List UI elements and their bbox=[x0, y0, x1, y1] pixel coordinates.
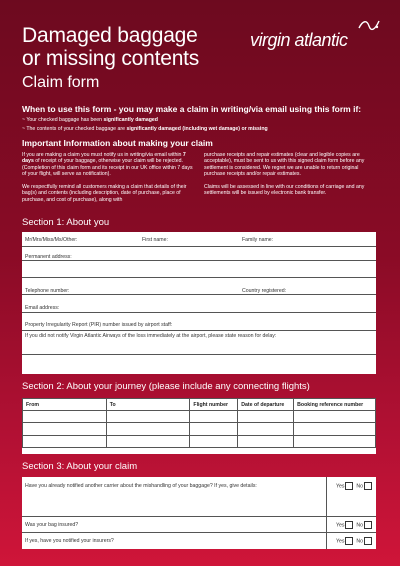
info-p1-bold: 7 days bbox=[22, 152, 186, 165]
section-2-title: Section 2: About your journey (please include any connecting flights) bbox=[22, 381, 310, 392]
yes-checkbox[interactable] bbox=[345, 521, 353, 529]
row-delay bbox=[22, 331, 376, 355]
row-address bbox=[22, 247, 376, 261]
journey-table bbox=[22, 398, 376, 448]
bullet-1-bold: significantly damaged bbox=[103, 117, 158, 123]
permanent-address-label: Permanent address: bbox=[25, 254, 72, 260]
row-other-carrier bbox=[22, 477, 376, 517]
row-insurers-notified bbox=[22, 533, 376, 549]
yes-label: Yes bbox=[336, 522, 345, 529]
brand-logo: virgin atlantic bbox=[250, 30, 348, 50]
row-address-2[interactable] bbox=[22, 261, 376, 278]
form-title bbox=[22, 24, 199, 70]
first-name-label: First name: bbox=[142, 237, 168, 243]
family-name-label: Family name: bbox=[242, 237, 274, 243]
no-checkbox[interactable] bbox=[364, 537, 372, 545]
when-heading: When to use this form - you may make a claim in writing/via email using this form if: bbox=[22, 104, 362, 114]
delay-reason-label: If you did not notify Virgin Atlantic Airways of the loss immediately at the airport, please state reason for delay: bbox=[25, 333, 277, 339]
row-telephone bbox=[22, 278, 376, 295]
row-delay-2[interactable] bbox=[22, 355, 376, 374]
col-from: From bbox=[23, 399, 107, 411]
country-label: Country registered: bbox=[242, 288, 287, 294]
info-col1-p1 bbox=[22, 152, 194, 177]
when-bullet-1 bbox=[22, 117, 158, 123]
other-carrier-question: Have you already notified another carrier about the mishandling of your baggage? If yes, give details: bbox=[25, 483, 257, 489]
other-carrier-yes-no bbox=[336, 482, 372, 490]
form-subtitle: Claim form bbox=[22, 74, 100, 91]
no-checkbox[interactable] bbox=[364, 521, 372, 529]
section-3-box bbox=[22, 477, 376, 549]
info-col2-p2: Claims will be assessed in line with our conditions of carriage and any settlements will be issued by electronic bank transfer. bbox=[204, 184, 365, 197]
section-1-box bbox=[22, 232, 376, 374]
title-line-2: or missing contents bbox=[22, 47, 200, 70]
journey-row[interactable] bbox=[23, 411, 376, 423]
no-label: No bbox=[356, 522, 363, 529]
no-checkbox[interactable] bbox=[364, 482, 372, 490]
virgin-signature-icon bbox=[357, 18, 381, 32]
section-3-title: Section 3: About your claim bbox=[22, 461, 138, 472]
when-bullet-2 bbox=[22, 126, 268, 132]
no-label: No bbox=[356, 538, 363, 545]
row-name bbox=[22, 232, 376, 247]
info-p1-b: of receipt of your baggage, otherwise your claim will be rejected. (Completion of this claim form and its receipt in our UK office within 7 days of your flight, will serve as notification). bbox=[22, 158, 193, 177]
title-field-label: Mr/Mrs/Miss/Ms/Other: bbox=[25, 237, 78, 243]
bullet-2-bold: significantly damaged (including wet damage) or missing bbox=[126, 126, 268, 132]
col-date-of-departure: Date of departure bbox=[238, 399, 294, 411]
pir-label: Property Irregularity Report (PIR) number issued by airport staff: bbox=[25, 322, 173, 328]
yes-checkbox[interactable] bbox=[345, 482, 353, 490]
row-pir bbox=[22, 313, 376, 331]
bullet-1-text: ~ Your checked baggage has been bbox=[22, 117, 104, 123]
journey-header-row bbox=[23, 399, 376, 411]
insurers-question: If yes, have you notified your insurers? bbox=[25, 538, 114, 544]
section-2-box bbox=[22, 398, 376, 454]
journey-row[interactable] bbox=[23, 423, 376, 435]
row-insured bbox=[22, 517, 376, 533]
telephone-label: Telephone number: bbox=[25, 288, 70, 294]
info-p1-a: If you are making a claim you must notify us in writing/via email within bbox=[22, 152, 183, 158]
no-label: No bbox=[356, 483, 363, 490]
col-booking-reference: Booking reference number bbox=[294, 399, 376, 411]
email-label: Email address: bbox=[25, 305, 60, 311]
info-col2-p1: purchase receipts and repair estimates (clear and legible copies are acceptable), must be sent to us with this signed claim form before any settlement is considered. We regret we are unable to return original purchase receipts and/or repair estimates. bbox=[204, 152, 365, 177]
col-flight-number: Flight number bbox=[190, 399, 238, 411]
insurers-yes-no bbox=[336, 537, 372, 545]
yes-checkbox[interactable] bbox=[345, 537, 353, 545]
title-line-1: Damaged baggage bbox=[22, 24, 198, 47]
yes-label: Yes bbox=[336, 483, 345, 490]
journey-row[interactable] bbox=[23, 435, 376, 447]
info-col1-p2: We respectfully remind all customers making a claim that details of their bag(s) and contents (including description, date of purchase, place of purchase, and cost of purchase), along with bbox=[22, 184, 187, 203]
insured-yes-no bbox=[336, 521, 372, 529]
bullet-2-text: ~ The contents of your checked baggage are bbox=[22, 126, 127, 132]
section-1-title: Section 1: About you bbox=[22, 217, 110, 228]
row-email bbox=[22, 295, 376, 313]
insured-question: Was your bag insured? bbox=[25, 522, 79, 528]
info-heading: Important Information about making your claim bbox=[22, 138, 213, 148]
col-to: To bbox=[106, 399, 190, 411]
yes-label: Yes bbox=[336, 538, 345, 545]
